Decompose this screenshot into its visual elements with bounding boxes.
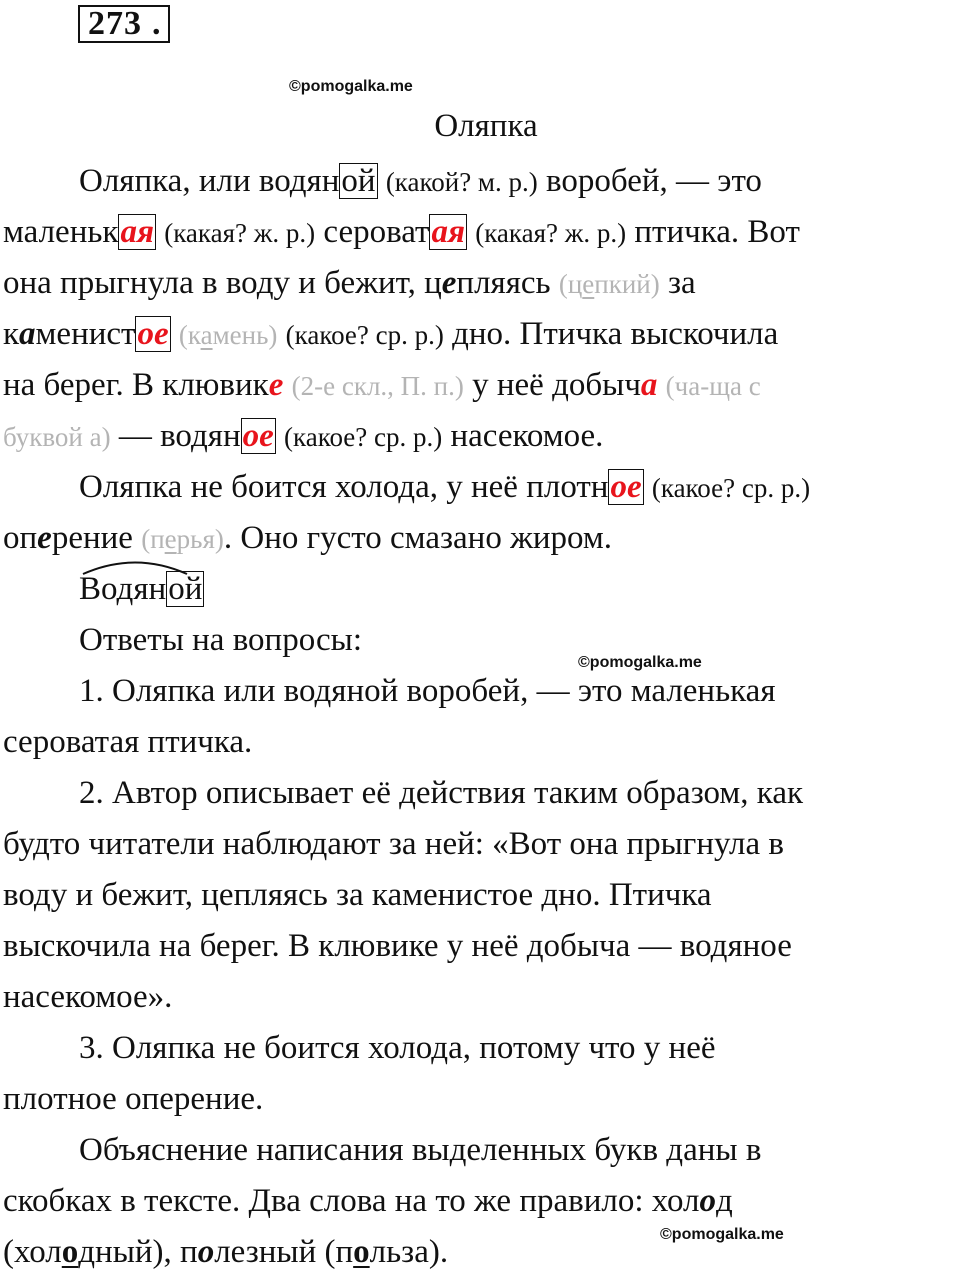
answer-line: выскочила на берег. В клювике у неё добыча — водяное bbox=[3, 928, 792, 964]
answer-line: 1. Оляпка или водяной воробей, — это маленькая bbox=[79, 673, 776, 709]
watermark: ©pomogalka.me bbox=[660, 1226, 784, 1243]
answer-line: 3. Оляпка не боится холода, потому что у неё bbox=[79, 1030, 716, 1066]
explain-line: скобках в тексте. Два слова на то же правило: холод bbox=[3, 1183, 733, 1219]
underlined-letter: о bbox=[353, 1234, 370, 1270]
morphemic-analysis bbox=[3, 564, 960, 615]
ending-box: ое bbox=[137, 316, 169, 352]
ending-box: ая bbox=[431, 214, 465, 250]
answer-line: сероватая птичка. bbox=[3, 724, 253, 760]
answer-line: воду и бежит, цепляясь за каменистое дно. Птичка bbox=[3, 877, 712, 913]
spelling-hint: (цепкий) bbox=[558, 269, 660, 299]
text-line: она прыгнула в воду и бежит, цепляясь (цепкий) за bbox=[3, 265, 696, 301]
text-line: каменистое (камень) (какое? ср. р.) дно. Птичка выскочила bbox=[3, 316, 779, 352]
ending-box: ое bbox=[242, 418, 274, 454]
text-line: оперение (перья). Оно густо смазано жиром. bbox=[3, 520, 613, 556]
answer-line: будто читатели наблюдают за ней: «Вот она прыгнула в bbox=[3, 826, 784, 862]
main-text bbox=[3, 156, 960, 1278]
answer-line: 2. Автор описывает её действия таким образом, как bbox=[79, 775, 804, 811]
highlighted-letter: е bbox=[268, 367, 284, 403]
text-line: маленькая (какая? ж. р.) сероватая (какая? ж. р.) птичка. Вот bbox=[3, 214, 800, 250]
highlighted-letter: о bbox=[197, 1234, 215, 1270]
highlighted-letter: а bbox=[19, 316, 36, 352]
ending-box: ой bbox=[341, 163, 376, 199]
word-root: Водян bbox=[79, 564, 166, 615]
text-title: Оляпка bbox=[434, 108, 538, 144]
text-line: буквой а) — водяное (какое? ср. р.) насекомое. bbox=[3, 418, 604, 454]
explain-line: (холодный), полезный (польза). bbox=[3, 1234, 449, 1270]
text-line: на берег. В клювике (2-е скл., П. п.) у неё добыча (ча-ща с bbox=[3, 367, 761, 403]
answers-heading: Ответы на вопросы: bbox=[79, 622, 363, 658]
highlighted-letter: о bbox=[699, 1183, 717, 1219]
ending-box: ое bbox=[610, 469, 642, 505]
answer-line: плотное оперение. bbox=[3, 1081, 264, 1117]
exercise-number-dot: . bbox=[152, 5, 161, 42]
answer-line: насекомое». bbox=[3, 979, 173, 1015]
watermark: ©pomogalka.me bbox=[578, 654, 702, 671]
highlighted-letter: е bbox=[37, 520, 52, 556]
ending-box: ая bbox=[120, 214, 154, 250]
highlighted-letter: е bbox=[441, 265, 457, 301]
text-line: Оляпка, или водяной (какой? м. р.) воробей, — это bbox=[79, 163, 762, 199]
exercise-number: 273 bbox=[88, 5, 142, 42]
ending-box: ой bbox=[168, 571, 203, 607]
underlined-letter: о bbox=[61, 1234, 79, 1270]
spelling-hint: (2-е скл., П. п.) bbox=[291, 371, 464, 401]
watermark: ©pomogalka.me bbox=[289, 78, 413, 95]
spelling-hint: (ча-ща с bbox=[665, 371, 761, 401]
spelling-hint: (камень) bbox=[178, 320, 278, 350]
highlighted-letter: а bbox=[640, 367, 658, 403]
text-line: Оляпка не боится холода, у неё плотное (какое? ср. р.) bbox=[79, 469, 811, 505]
spelling-hint: (перья) bbox=[141, 524, 224, 554]
explain-line: Объяснение написания выделенных букв даны в bbox=[79, 1132, 762, 1168]
spelling-hint: буквой а) bbox=[3, 422, 111, 452]
